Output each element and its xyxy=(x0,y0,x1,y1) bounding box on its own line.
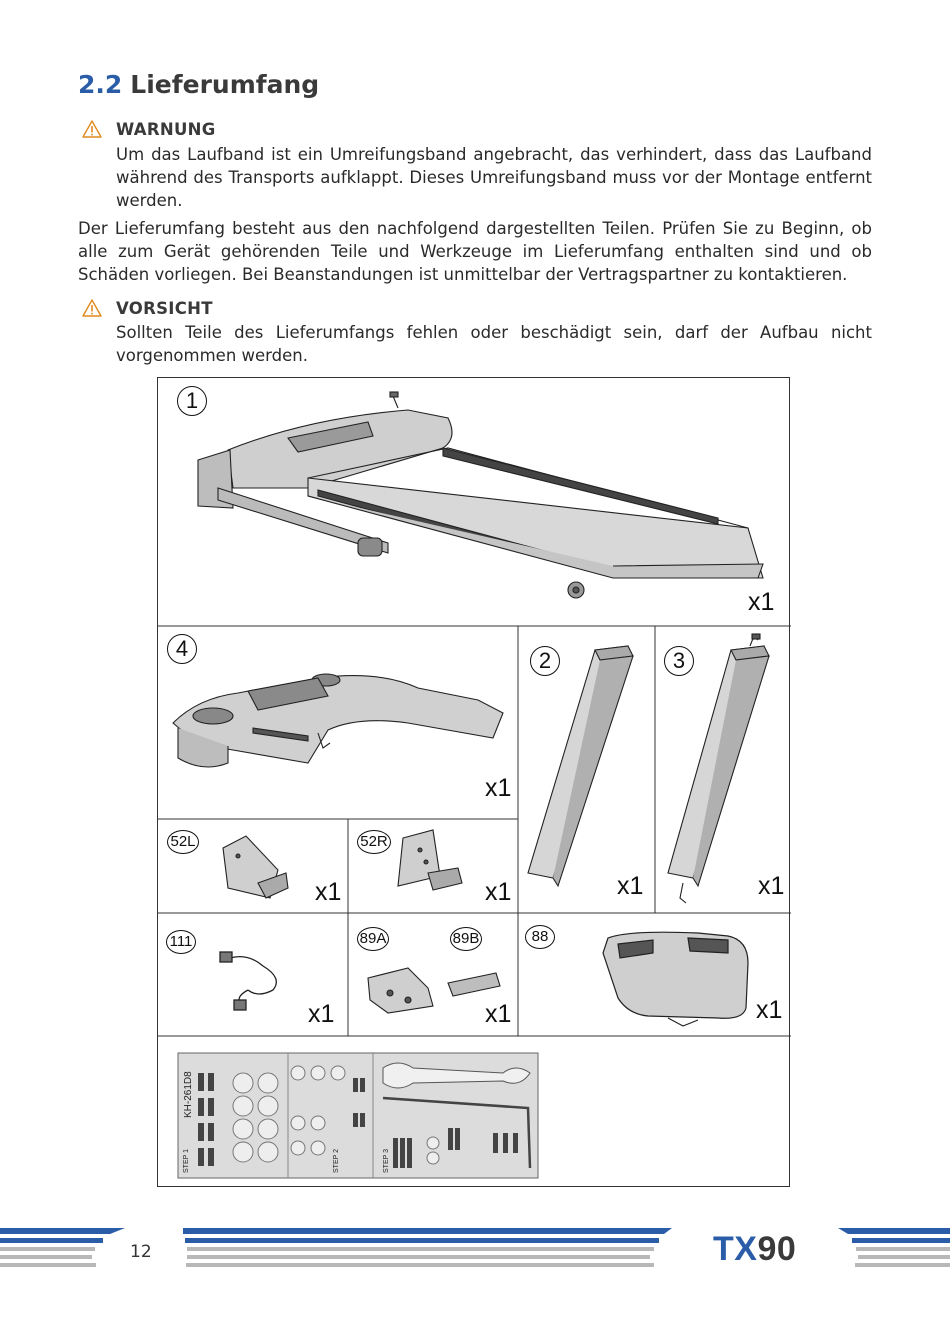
tray-88-drawing xyxy=(603,932,748,1026)
parts-figure xyxy=(157,377,790,1187)
part-52l-label: 52L xyxy=(167,830,199,854)
caution-triangle-icon xyxy=(82,299,102,317)
console-drawing xyxy=(173,674,503,767)
treadmill-base-drawing xyxy=(198,392,763,598)
part-4-label: 4 xyxy=(167,634,197,664)
part-3-qty: x1 xyxy=(758,872,785,900)
part-3-label: 3 xyxy=(664,646,694,676)
bracket-52l-drawing xyxy=(223,836,288,898)
part-89a-label: 89A xyxy=(357,927,389,951)
part-89b-label: 89B xyxy=(450,927,482,951)
caution-heading: VORSICHT xyxy=(116,299,213,318)
part-52l-qty: x1 xyxy=(315,878,342,906)
left-upright-drawing xyxy=(528,646,633,886)
warning-heading: WARNUNG xyxy=(116,120,216,139)
part-111-qty: x1 xyxy=(308,1000,335,1028)
part-1-qty: x1 xyxy=(748,588,775,616)
hardware-card-drawing xyxy=(178,1053,538,1178)
intro-paragraph: Der Lieferumfang besteht aus den nachfolgend dargestellten Teilen. Prüfen Sie zu Beginn, ob alle zum Gerät gehörenden Teile und Werkzeuge im Lieferumfang enthalten sind und ob Schäden vorliegen. Bei Beanstandungen ist unmittelbar der Vertragspartner zu kontaktieren. xyxy=(78,219,872,284)
cover-89b-drawing xyxy=(448,973,500,996)
part-52r-label: 52R xyxy=(357,830,391,854)
part-111-label: 111 xyxy=(166,930,196,954)
part-1-label: 1 xyxy=(177,386,207,416)
model-number: 90 xyxy=(757,1230,797,1268)
section-title-text: Lieferumfang xyxy=(130,70,320,99)
warning-text: Um das Laufband ist ein Umreifungsband angebracht, das verhindert, dass das Laufband während des Transports aufklappt. Dieses Umreifungsband muss vor der Montage entfernt werden. xyxy=(116,145,872,210)
part-4-qty: x1 xyxy=(485,774,512,802)
hardware-card-step2: STEP 2 xyxy=(333,1149,340,1173)
hardware-card-step3: STEP 3 xyxy=(383,1149,390,1173)
bracket-52r-drawing xyxy=(398,830,462,890)
power-cord-drawing xyxy=(220,952,276,1010)
section-number: 2.2 xyxy=(78,70,123,99)
page-number: 12 xyxy=(130,1242,152,1262)
part-88-label: 88 xyxy=(525,925,555,949)
hardware-card-step1: STEP 1 xyxy=(183,1149,190,1173)
warning-triangle-icon xyxy=(82,120,102,138)
part-88-qty: x1 xyxy=(756,996,783,1024)
model-name xyxy=(713,1230,796,1269)
bracket-89a-drawing xyxy=(368,968,433,1013)
model-prefix: TX xyxy=(713,1230,758,1268)
section-title xyxy=(78,70,319,99)
parts-figure-drawing xyxy=(158,378,791,1188)
part-2-label: 2 xyxy=(530,646,560,676)
caution-text: Sollten Teile des Lieferumfangs fehlen oder beschädigt sein, darf der Aufbau nicht vorgenommen werden. xyxy=(116,323,872,365)
part-2-qty: x1 xyxy=(617,872,644,900)
hardware-card-code: KH-261D8 xyxy=(183,1071,194,1118)
part-52r-qty: x1 xyxy=(485,878,512,906)
part-89b-qty: x1 xyxy=(485,1000,512,1028)
